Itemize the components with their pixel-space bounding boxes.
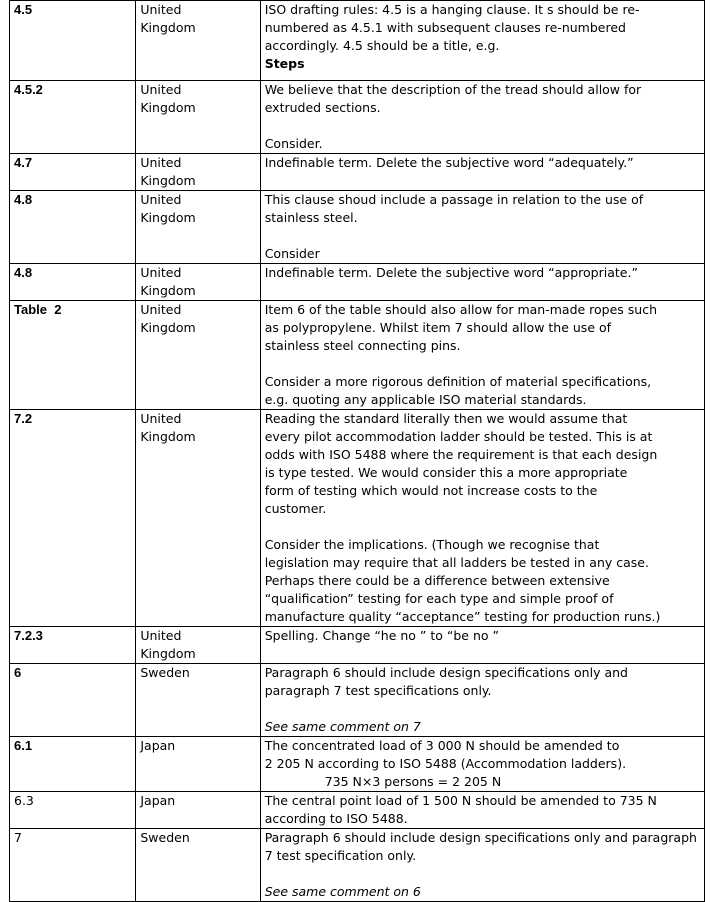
country-cell xyxy=(136,301,260,410)
country-cell xyxy=(136,737,260,792)
table-row xyxy=(10,81,705,154)
comment-cell xyxy=(260,410,704,627)
comment-cell xyxy=(260,829,704,902)
clause-number: 6.3 xyxy=(14,793,34,808)
country-line: United xyxy=(140,155,182,170)
clause-number: 4.8 xyxy=(14,192,33,207)
table-row xyxy=(10,792,705,829)
comment-line: The concentrated load of 3 000 N should be amended to xyxy=(264,738,620,753)
country-line: United xyxy=(140,192,182,207)
comment-line: Paragraph 6 should include design specifications only and paragraph xyxy=(264,830,697,845)
comment-line xyxy=(265,518,701,536)
suggested-title: Steps xyxy=(264,56,305,71)
table-row xyxy=(10,737,705,792)
comment-cell xyxy=(260,737,704,792)
comment-line: every pilot accommodation ladder should be tested. This is at xyxy=(264,429,653,444)
clause-cell xyxy=(10,154,136,191)
comment-line: odds with ISO 5488 where the requirement is that each design xyxy=(264,447,658,462)
clause-number: 7 xyxy=(14,830,22,845)
country-line: Kingdom xyxy=(140,20,196,35)
comment-line: Consider a more rigorous definition of material specifications, xyxy=(264,374,652,389)
comment-line: numbered as 4.5.1 with subsequent clauses re-numbered xyxy=(264,20,626,35)
country-line: United xyxy=(140,628,182,643)
comment-cell xyxy=(260,627,704,664)
country-line: Kingdom xyxy=(140,283,196,298)
comment-cell xyxy=(260,81,704,154)
country-cell xyxy=(136,191,260,264)
country-line: United xyxy=(140,265,182,280)
comment-line: Item 6 of the table should also allow for man-made ropes such xyxy=(264,302,658,317)
clause-cell xyxy=(10,191,136,264)
comment-line: Consider the implications. (Though we recognise that xyxy=(264,537,600,552)
table-row xyxy=(10,264,705,301)
table-row xyxy=(10,664,705,737)
comment-line: Indefinable term. Delete the subjective word “appropriate.” xyxy=(264,265,638,280)
country-line: Kingdom xyxy=(140,429,196,444)
clause-cell xyxy=(10,264,136,301)
comment-cell xyxy=(260,301,704,410)
comment-line: accordingly. 4.5 should be a title, e.g. xyxy=(264,38,500,53)
clause-cell xyxy=(10,81,136,154)
comment-cell xyxy=(260,264,704,301)
country-cell xyxy=(136,154,260,191)
country-line: Kingdom xyxy=(140,320,196,335)
clause-number: 4.5 xyxy=(14,2,33,17)
table-row xyxy=(10,301,705,410)
country-line: United xyxy=(140,2,182,17)
country-cell xyxy=(136,1,260,81)
country-line: Kingdom xyxy=(140,173,196,188)
country-line: Kingdom xyxy=(140,100,196,115)
table-row xyxy=(10,410,705,627)
country-cell xyxy=(136,792,260,829)
table-row xyxy=(10,829,705,902)
comment-line: Consider. xyxy=(264,136,323,151)
country-cell xyxy=(136,627,260,664)
comment-cell xyxy=(260,1,704,81)
table-row xyxy=(10,154,705,191)
clause-number: 7.2 xyxy=(14,411,33,426)
comment-line xyxy=(265,700,701,718)
cross-reference-note: See same comment on 6 xyxy=(264,884,421,899)
clause-number: Table 2 xyxy=(14,302,62,317)
comment-line: The central point load of 1 500 N should be amended to 735 N xyxy=(264,793,657,808)
country-line: United xyxy=(140,302,182,317)
formula-line: 735 N×3 persons = 2 205 N xyxy=(324,774,502,789)
comment-line: This clause shoud include a passage in relation to the use of xyxy=(264,192,644,207)
clause-number: 4.8 xyxy=(14,265,33,280)
clause-cell xyxy=(10,301,136,410)
comment-line: We believe that the description of the tread should allow for xyxy=(264,82,642,97)
clause-cell xyxy=(10,1,136,81)
comment-cell xyxy=(260,191,704,264)
comment-line: manufacture quality “acceptance” testing for production runs.) xyxy=(264,609,661,624)
comment-line: Perhaps there could be a difference between extensive xyxy=(264,573,610,588)
clause-cell xyxy=(10,792,136,829)
clause-number: 6 xyxy=(14,665,22,680)
comment-line: form of testing which would not increase costs to the xyxy=(264,483,598,498)
country-line: Japan xyxy=(140,738,176,753)
clause-cell xyxy=(10,664,136,737)
comment-line: Indefinable term. Delete the subjective word “adequately.” xyxy=(264,155,634,170)
comment-line: 7 test specification only. xyxy=(264,848,417,863)
comment-line xyxy=(265,355,701,373)
table-row xyxy=(10,1,705,81)
comment-line: paragraph 7 test specifications only. xyxy=(264,683,492,698)
comment-line: customer. xyxy=(264,501,327,516)
country-line: Japan xyxy=(140,793,176,808)
table-row xyxy=(10,191,705,264)
country-line: United xyxy=(140,82,182,97)
comment-line: ISO drafting rules: 4.5 is a hanging clause. It s should be re- xyxy=(264,2,640,17)
comment-line: legislation may require that all ladders be tested in any case. xyxy=(264,555,649,570)
comment-line: 2 205 N according to ISO 5488 (Accommodation ladders). xyxy=(264,756,627,771)
country-line: Sweden xyxy=(140,830,190,845)
country-line: Kingdom xyxy=(140,210,196,225)
clause-cell xyxy=(10,737,136,792)
comment-line: Spelling. Change “he no ” to “be no ” xyxy=(264,628,499,643)
table-row xyxy=(10,627,705,664)
comment-line: according to ISO 5488. xyxy=(264,811,408,826)
country-cell xyxy=(136,410,260,627)
country-cell xyxy=(136,81,260,154)
clause-number: 6.1 xyxy=(14,738,33,753)
comment-cell xyxy=(260,664,704,737)
comment-line: as polypropylene. Whilst item 7 should allow the use of xyxy=(264,320,612,335)
comment-line: e.g. quoting any applicable ISO material standards. xyxy=(264,392,587,407)
comment-cell xyxy=(260,792,704,829)
comment-line: is type tested. We would consider this a more appropriate xyxy=(264,465,628,480)
comment-line: extruded sections. xyxy=(264,100,381,115)
comment-line: “qualification” testing for each type and simple proof of xyxy=(264,591,614,606)
clause-cell xyxy=(10,410,136,627)
country-line: United xyxy=(140,411,182,426)
comment-line: stainless steel. xyxy=(264,210,358,225)
country-line: Sweden xyxy=(140,665,190,680)
country-cell xyxy=(136,664,260,737)
comment-line xyxy=(265,117,701,135)
clause-cell xyxy=(10,627,136,664)
clause-number: 4.5.2 xyxy=(14,82,43,97)
comment-line: Paragraph 6 should include design specifications only and xyxy=(264,665,628,680)
clause-number: 7.2.3 xyxy=(14,628,43,643)
cross-reference-note: See same comment on 7 xyxy=(264,719,421,734)
country-cell xyxy=(136,829,260,902)
comments-table xyxy=(9,0,705,902)
clause-number: 4.7 xyxy=(14,155,33,170)
comment-line: stainless steel connecting pins. xyxy=(264,338,461,353)
comment-cell xyxy=(260,154,704,191)
country-cell xyxy=(136,264,260,301)
clause-cell xyxy=(10,829,136,902)
comment-line xyxy=(265,227,701,245)
country-line: Kingdom xyxy=(140,646,196,661)
comment-line xyxy=(265,865,701,883)
comment-line: Consider xyxy=(264,246,320,261)
comment-line: Reading the standard literally then we would assume that xyxy=(264,411,628,426)
